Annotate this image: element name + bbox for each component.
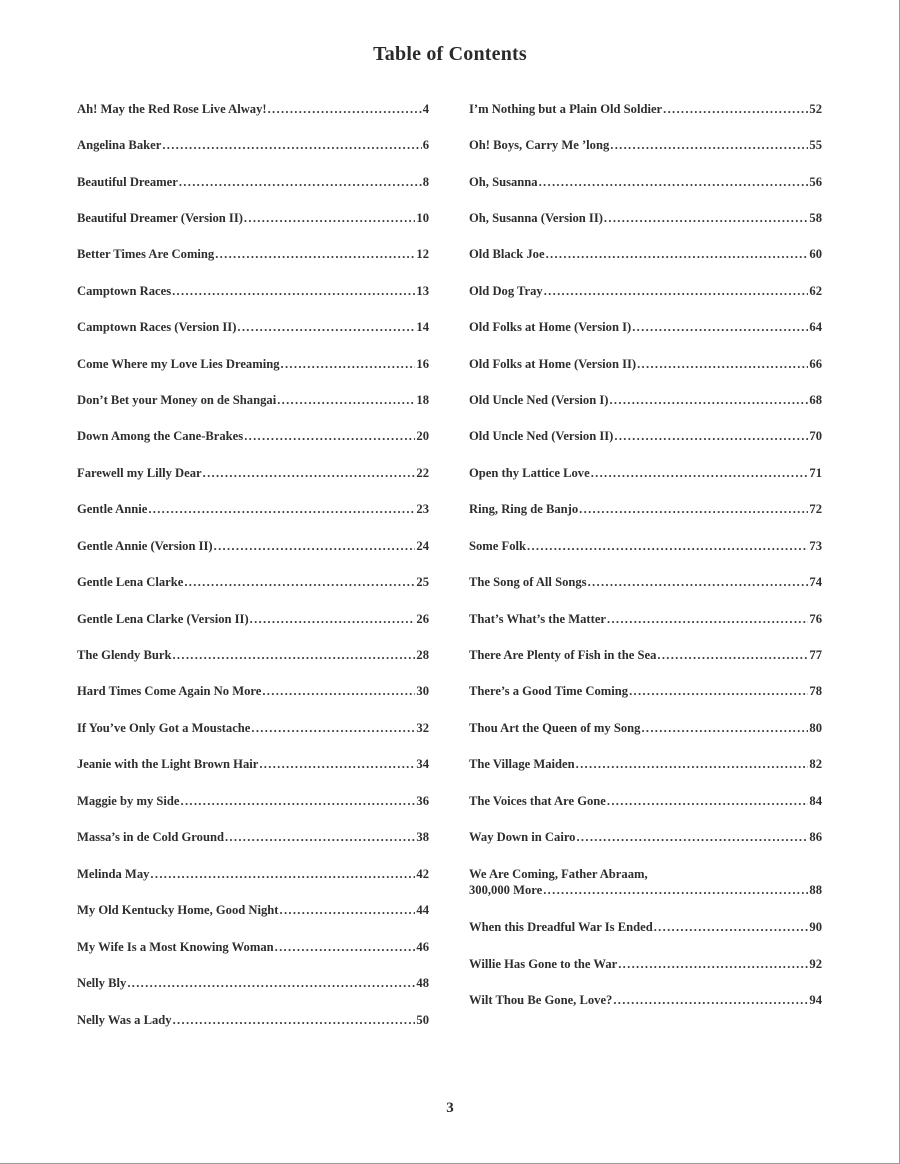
toc-entry-page: 86 [809,830,822,844]
toc-entry-page: 6 [422,138,429,152]
toc-entry-page: 36 [416,794,429,808]
dot-leader [614,427,808,445]
dot-leader [280,901,416,919]
toc-entry[interactable] [77,173,429,191]
toc-entry-page: 34 [416,757,429,771]
toc-entry-page: 73 [809,539,822,553]
toc-entry-title: I’m Nothing but a Plain Old Soldier [469,102,663,116]
dot-leader [539,173,809,191]
toc-entry-page: 92 [809,957,822,971]
dot-leader [591,464,809,482]
toc-entry[interactable] [469,792,822,810]
dot-leader [275,938,416,956]
toc-entry-page: 8 [422,175,429,189]
toc-entry-page: 90 [809,920,822,934]
dot-leader [657,646,808,664]
toc-entry-page: 18 [416,393,429,407]
toc-entry[interactable] [469,209,822,227]
toc-entry-page: 72 [809,502,822,516]
dot-leader [607,792,809,810]
dot-leader [215,245,415,263]
dot-leader [150,865,415,883]
toc-entry[interactable] [77,828,429,846]
toc-entry-title: Oh! Boys, Carry Me ’long [469,138,610,152]
toc-entry-title: Beautiful Dreamer [77,175,178,189]
dot-leader [172,646,415,664]
toc-entry-page: 77 [809,648,822,662]
toc-entry-page: 70 [809,429,822,443]
toc-entry-page: 94 [809,993,822,1007]
toc-entry[interactable] [469,355,822,373]
toc-entry[interactable] [469,282,822,300]
toc-entry-page: 58 [809,211,822,225]
toc-entry-title: Wilt Thou Be Gone, Love? [469,993,613,1007]
toc-entry-title: Way Down in Cairo [469,830,576,844]
toc-entry-title: Better Times Are Coming [77,247,215,261]
toc-entry-title: Old Uncle Ned (Version I) [469,393,609,407]
dot-leader [251,719,415,737]
toc-entry-page: 16 [416,357,429,371]
toc-entry-title: There’s a Good Time Coming [469,684,629,698]
toc-entry-title: Maggie by my Side [77,794,180,808]
toc-entry-title: My Wife Is a Most Knowing Woman [77,940,274,954]
dot-leader [663,100,808,118]
toc-entry-page: 24 [416,539,429,553]
dot-leader [543,881,808,899]
toc-entry-title: Angelina Baker [77,138,162,152]
toc-entry-title: The Village Maiden [469,757,575,771]
dot-leader [162,136,421,154]
dot-leader [259,755,415,773]
dot-leader [179,173,422,191]
dot-leader [610,136,808,154]
dot-leader [613,991,808,1009]
toc-entry[interactable] [469,646,822,664]
toc-entry-page: 76 [809,612,822,626]
toc-entry[interactable] [469,136,822,154]
toc-entry-title: Ah! May the Red Rose Live Alway! [77,102,267,116]
toc-entry-title: Some Folk [469,539,527,553]
toc-entry[interactable] [77,865,429,883]
dot-leader [576,828,808,846]
toc-entry-title: Gentle Annie (Version II) [77,539,213,553]
toc-entry[interactable] [77,792,429,810]
toc-entry-title: There Are Plenty of Fish in the Sea [469,648,657,662]
toc-entry[interactable] [469,245,822,263]
toc-entry-title: Old Uncle Ned (Version II) [469,429,614,443]
dot-leader [576,755,809,773]
toc-entry-page: 56 [809,175,822,189]
toc-entry-page: 30 [416,684,429,698]
toc-entry[interactable] [77,209,429,227]
toc-entry-title: Don’t Bet your Money on de Shangai [77,393,277,407]
toc-entry[interactable] [77,974,429,992]
dot-leader [225,828,415,846]
toc-entry[interactable] [469,828,822,846]
dot-leader [277,391,415,409]
toc-entry[interactable] [77,573,429,591]
dot-leader [637,355,808,373]
toc-entry-page: 10 [416,211,429,225]
dot-leader [544,282,809,300]
toc-entry[interactable] [469,991,822,1009]
toc-entry[interactable] [77,755,429,773]
toc-entry-title: Oh, Susanna [469,175,538,189]
toc-entry-page: 28 [416,648,429,662]
dot-leader [203,464,416,482]
toc-entry[interactable] [77,245,429,263]
toc-entry-title: Melinda May [77,867,150,881]
toc-entry[interactable] [77,427,429,445]
toc-entry-title: Farewell my Lilly Dear [77,466,202,480]
toc-entry-page: 55 [809,138,822,152]
toc-entry[interactable] [469,573,822,591]
toc-entry[interactable] [77,500,429,518]
toc-entry-title: Beautiful Dreamer (Version II) [77,211,243,225]
toc-entry[interactable] [469,682,822,700]
toc-entry-page: 25 [416,575,429,589]
toc-entry-page: 46 [416,940,429,954]
toc-entry[interactable] [469,719,822,737]
toc-entry-title: Old Black Joe [469,247,545,261]
dot-leader [127,974,415,992]
toc-entry-page: 12 [416,247,429,261]
dot-leader [654,918,809,936]
toc-entry-page: 88 [809,883,822,897]
toc-entry-page: 71 [809,466,822,480]
toc-entry-title: Ring, Ring de Banjo [469,502,579,516]
toc-entry[interactable] [469,318,822,336]
toc-entry-page: 22 [416,466,429,480]
toc-entry-page: 23 [416,502,429,516]
toc-entry-title: Down Among the Cane-Brakes [77,429,244,443]
dot-leader [214,537,416,555]
toc-entry[interactable] [469,100,822,118]
toc-entry-page: 78 [809,684,822,698]
toc-entry-title: The Glendy Burk [77,648,172,662]
dot-leader [250,610,416,628]
toc-entry[interactable] [469,427,822,445]
toc-entry[interactable] [469,610,822,628]
dot-leader [244,209,415,227]
toc-entry-page: 44 [416,903,429,917]
page-title: Table of Contents [373,43,527,65]
toc-entry-title: Old Dog Tray [469,284,543,298]
toc-entry-title: Camptown Races (Version II) [77,320,237,334]
toc-entry-title: Nelly Bly [77,976,127,990]
toc-entry-page: 50 [416,1013,429,1027]
toc-entry-page: 48 [416,976,429,990]
toc-entry-page: 60 [809,247,822,261]
toc-entry-page: 82 [809,757,822,771]
toc-entry-title: Massa’s in de Cold Ground [77,830,224,844]
toc-entry[interactable] [77,610,429,628]
toc-entry-page: 14 [416,320,429,334]
toc-entry-title-line2: 300,000 More [469,883,543,897]
toc-entry-page: 66 [809,357,822,371]
toc-entry-title: Willie Has Gone to the War [469,957,618,971]
toc-entry-page: 42 [416,867,429,881]
dot-leader [604,209,808,227]
toc-entry-title: The Voices that Are Gone [469,794,606,808]
dot-leader [244,427,415,445]
dot-leader [588,573,809,591]
dot-leader [281,355,416,373]
toc-entry[interactable] [77,682,429,700]
dot-leader [579,500,808,518]
toc-entry[interactable] [77,464,429,482]
toc-entry-page: 4 [422,102,429,116]
toc-entry-title: Nelly Was a Lady [77,1013,172,1027]
dot-leader [629,682,808,700]
dot-leader [184,573,415,591]
toc-entry-page: 52 [809,102,822,116]
dot-leader [262,682,415,700]
toc-entry-page: 84 [809,794,822,808]
toc-entry[interactable] [77,719,429,737]
toc-entry-title: Gentle Lena Clarke [77,575,184,589]
dot-leader [609,391,808,409]
toc-entry[interactable] [469,918,822,936]
dot-leader [607,610,808,628]
toc-entry[interactable] [469,391,822,409]
toc-entry-title: That’s What’s the Matter [469,612,606,626]
dot-leader [546,245,809,263]
toc-entry[interactable] [77,1011,429,1029]
toc-entry-page: 64 [809,320,822,334]
toc-entry-title: Oh, Susanna (Version II) [469,211,603,225]
toc-entry-page: 80 [809,721,822,735]
dot-leader [173,1011,416,1029]
toc-entry[interactable] [469,881,822,899]
page-number: 3 [446,1100,454,1116]
dot-leader [527,537,808,555]
toc-entry-page: 74 [809,575,822,589]
toc-entry-page: 62 [809,284,822,298]
toc-entry-title: Hard Times Come Again No More [77,684,262,698]
toc-entry-title: Thou Art the Queen of my Song [469,721,641,735]
toc-entry-title: The Song of All Songs [469,575,587,589]
toc-entry-title: Old Folks at Home (Version II) [469,357,637,371]
dot-leader [181,792,416,810]
toc-entry-title-line1[interactable]: We Are Coming, Father Abraam, [469,867,648,881]
toc-entry[interactable] [469,755,822,773]
toc-entry[interactable] [469,500,822,518]
dot-leader [641,719,808,737]
toc-entry-title: My Old Kentucky Home, Good Night [77,903,279,917]
toc-entry[interactable] [77,938,429,956]
toc-entry-title: Open thy Lattice Love [469,466,590,480]
dot-leader [148,500,415,518]
dot-leader [172,282,415,300]
toc-entry[interactable] [77,537,429,555]
toc-entry[interactable] [469,955,822,973]
toc-entry-title: When this Dreadful War Is Ended [469,920,653,934]
dot-leader [268,100,422,118]
toc-entry-title: Come Where my Love Lies Dreaming [77,357,280,371]
dot-leader [237,318,415,336]
toc-entry[interactable] [469,537,822,555]
toc-entry-page: 38 [416,830,429,844]
toc-entry[interactable] [77,100,429,118]
toc-entry[interactable] [77,136,429,154]
toc-entry-title: Gentle Lena Clarke (Version II) [77,612,249,626]
toc-entry[interactable] [77,318,429,336]
toc-entry[interactable] [469,464,822,482]
toc-entry-page: 32 [416,721,429,735]
toc-entry[interactable] [77,901,429,919]
toc-entry-title: Old Folks at Home (Version I) [469,320,632,334]
toc-entry[interactable] [77,391,429,409]
dot-leader [632,318,808,336]
toc-entry-title: Gentle Annie [77,502,148,516]
toc-entry-title: If You’ve Only Got a Moustache [77,721,251,735]
toc-entry-page: 13 [416,284,429,298]
dot-leader [618,955,808,973]
toc-entry[interactable] [77,282,429,300]
toc-entry-title: Jeanie with the Light Brown Hair [77,757,259,771]
toc-entry-page: 26 [416,612,429,626]
toc-entry-title: Camptown Races [77,284,172,298]
toc-entry-page: 68 [809,393,822,407]
toc-entry[interactable] [77,646,429,664]
toc-entry[interactable] [77,355,429,373]
toc-entry-page: 20 [416,429,429,443]
toc-entry[interactable] [469,173,822,191]
